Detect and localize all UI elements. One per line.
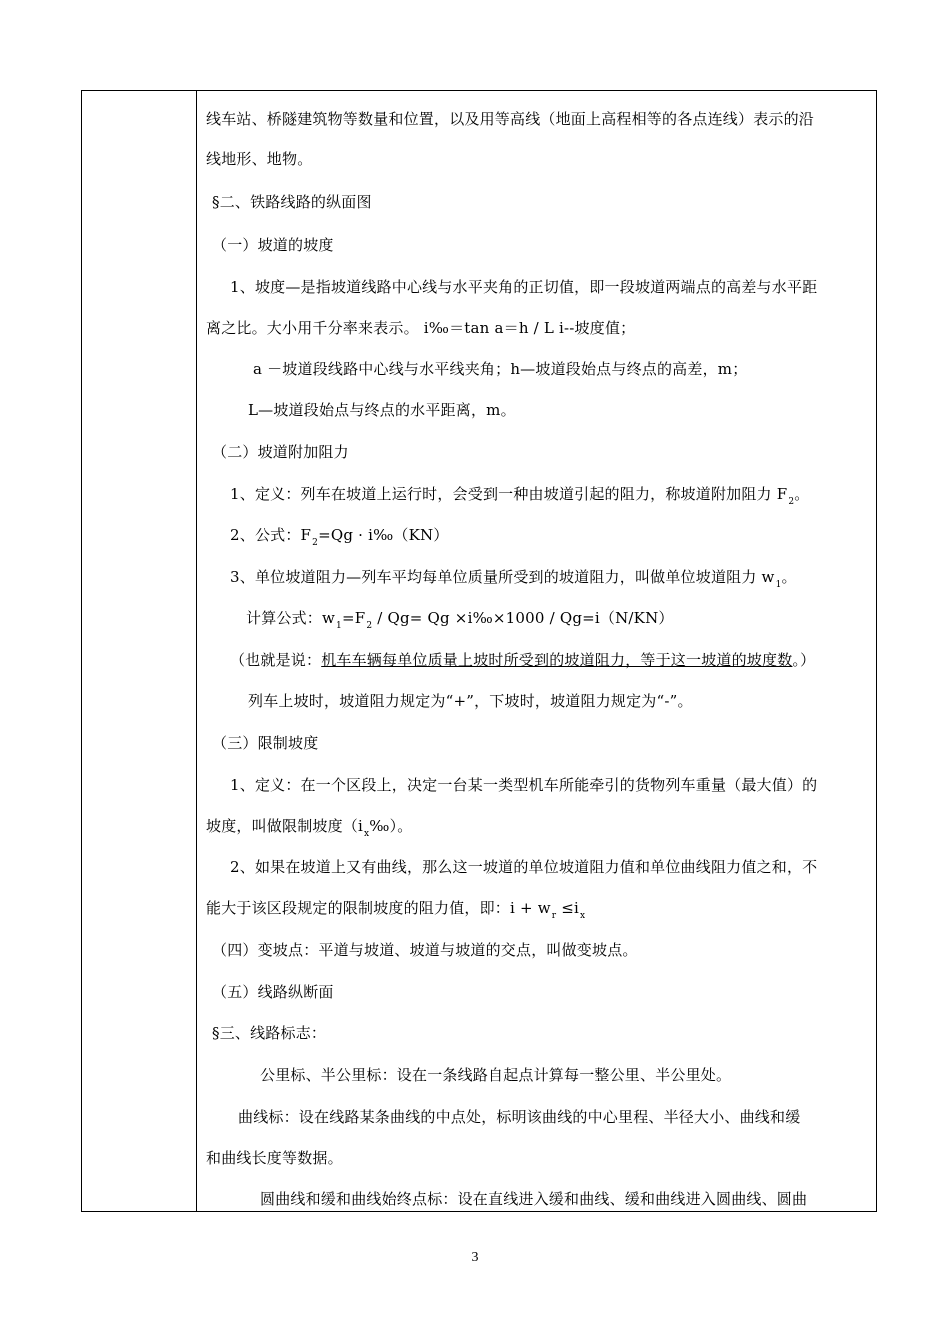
text-line: 公里标、半公里标：设在一条线路自起点计算每一整公里、半公里处。 xyxy=(260,1066,732,1084)
text-line: 列车上坡时，坡道阻力规定为“+”，下坡时，坡道阻力规定为“-”。 xyxy=(248,692,693,710)
text-line: 1、定义：在一个区段上，决定一台某一类型机车所能牵引的货物列车重量（最大值）的 xyxy=(230,776,818,794)
section-heading: §三、线路标志： xyxy=(212,1024,327,1042)
text-line: 2、如果在坡道上又有曲线，那么这一坡道的单位坡道阻力值和单位曲线阻力值之和，不 xyxy=(230,858,818,876)
subsection-heading: （四）变坡点：平道与坡道、坡道与坡道的交点，叫做变坡点。 xyxy=(212,941,638,959)
text-line: 圆曲线和缓和曲线始终点标：设在直线进入缓和曲线、缓和曲线进入圆曲线、圆曲 xyxy=(260,1190,808,1208)
text-line: 线地形、地物。 xyxy=(206,150,313,168)
subsection-heading: （一）坡道的坡度 xyxy=(212,236,334,254)
text-line: L—坡道段始点与终点的水平距离，m。 xyxy=(248,401,516,419)
table-frame xyxy=(81,90,877,1212)
text-line: 1、坡度—是指坡道线路中心线与水平夹角的正切值，即一段坡道两端点的高差与水平距 xyxy=(230,278,818,296)
column-divider xyxy=(196,91,197,1211)
section-heading: §二、铁路线路的纵面图 xyxy=(212,193,372,211)
subsection-heading: （三）限制坡度 xyxy=(212,734,319,752)
text-line: 能大于该区段规定的限制坡度的阻力值，即：$i + w_r \le i_x$ xyxy=(206,899,586,921)
text-line: 1、定义：列车在坡道上运行时，会受到一种由坡道引起的阻力，称坡道附加阻力 $F_2$。 xyxy=(230,485,810,507)
formula-line: 2、公式：$F_2=Qg$ · i‰（KN） xyxy=(230,526,449,548)
subsection-heading: （五）线路纵断面 xyxy=(212,983,334,1001)
page-number: 3 xyxy=(471,1250,479,1265)
subsection-heading: （二）坡道附加阻力 xyxy=(212,443,349,461)
text-line: 和曲线长度等数据。 xyxy=(206,1149,343,1167)
text-line: 线车站、桥隧建筑物等数量和位置，以及用等高线（地面上高程相等的各点连线）表示的沿 xyxy=(206,110,815,128)
text-line: 曲线标：设在线路某条曲线的中点处，标明该曲线的中心里程、半径大小、曲线和缓 xyxy=(238,1108,801,1126)
underlined-text: 机车车辆每单位质量上坡时所受到的坡道阻力，等于这一坡道的坡度数 xyxy=(321,651,793,669)
text-line: 坡度，叫做限制坡度$(i_x‰)$。 xyxy=(206,817,413,839)
text-line: 离之比。大小用千分率来表示。 i‰＝tan a＝h / L i--坡度值； xyxy=(206,319,636,337)
text-line: a －坡道段线路中心线与水平线夹角；h—坡道段始点与终点的高差，m； xyxy=(253,360,748,378)
formula-line: 计算公式：$w_1=F_2 / Qg= Qg$ ×i‰×1000 / Qg=i（N/KN） xyxy=(246,609,674,631)
text-line: 3、单位坡道阻力—列车平均每单位质量所受到的坡道阻力，叫做单位坡道阻力 $w_1$。 xyxy=(230,568,797,590)
text-line: （也就是说：机车车辆每单位质量上坡时所受到的坡道阻力，等于这一坡道的坡度数。） xyxy=(230,651,816,669)
